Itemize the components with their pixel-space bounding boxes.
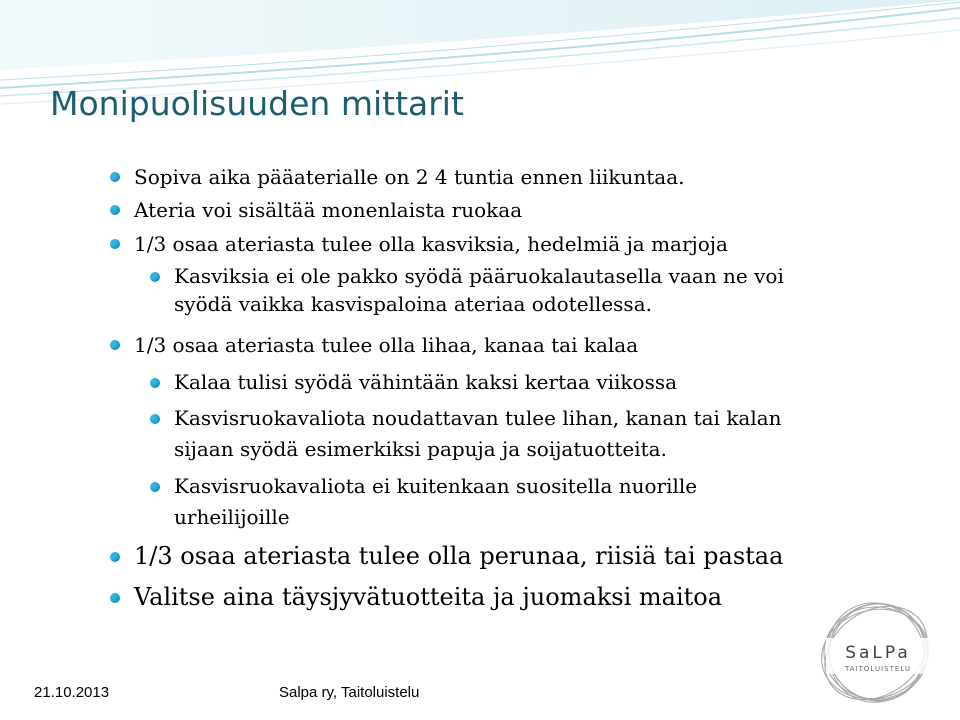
sub-bullet-item: Kasviksia ei ole pakko syödä pääruokalautasella vaan ne voi xyxy=(174,264,784,288)
sub-bullet-item: Kasvisruokavaliota noudattavan tulee lihan, kanan tai kalan xyxy=(174,406,782,430)
bullet-icon xyxy=(110,340,120,350)
bullet-icon xyxy=(110,239,120,249)
slide-title: Monipuolisuuden mittarit xyxy=(50,84,464,123)
sub-bullet-icon xyxy=(150,272,160,282)
bullet-item: 1/3 osaa ateriasta tulee olla kasviksia, hedelmiä ja marjoja xyxy=(134,232,728,256)
bullet-item: Ateria voi sisältää monenlaista ruokaa xyxy=(134,198,523,222)
salpa-logo xyxy=(812,598,942,712)
sub-bullet-item: Kasvisruokavaliota ei kuitenkaan suositella nuorille xyxy=(174,474,698,498)
bullet-item: Sopiva aika pääaterialle on 2 4 tuntia ennen liikuntaa. xyxy=(134,165,685,189)
bullet-icon xyxy=(110,593,120,603)
footer-organization: Salpa ry, Taitoluistelu xyxy=(279,684,420,701)
sub-bullet-item: Kalaa tulisi syödä vähintään kaksi kertaa viikossa xyxy=(174,370,678,394)
bullet-icon xyxy=(110,552,120,562)
sub-bullet-item-continuation: sijaan syödä esimerkiksi papuja ja soijatuotteita. xyxy=(174,437,667,461)
bullet-icon xyxy=(110,205,120,215)
salpa-logo-graphic xyxy=(812,598,942,708)
logo-text: SaLPa xyxy=(845,643,911,663)
sub-bullet-icon xyxy=(150,414,160,424)
sub-bullet-item-continuation: urheilijoille xyxy=(174,505,290,529)
sub-bullet-icon xyxy=(150,482,160,492)
sub-bullet-icon xyxy=(150,378,160,388)
sub-bullet-item-continuation: syödä vaikka kasvispaloina ateriaa odotellessa. xyxy=(174,292,652,316)
bullet-item: 1/3 osaa ateriasta tulee olla lihaa, kanaa tai kalaa xyxy=(134,333,639,357)
bullet-icon xyxy=(110,172,120,182)
footer-date: 21.10.2013 xyxy=(34,684,110,701)
bullet-item: 1/3 osaa ateriasta tulee olla perunaa, riisiä tai pastaa xyxy=(134,542,784,570)
bullet-item: Valitse aina täysjyvätuotteita ja juomaksi maitoa xyxy=(134,583,723,611)
logo-subtitle: TAITOLUISTELU xyxy=(845,665,911,673)
